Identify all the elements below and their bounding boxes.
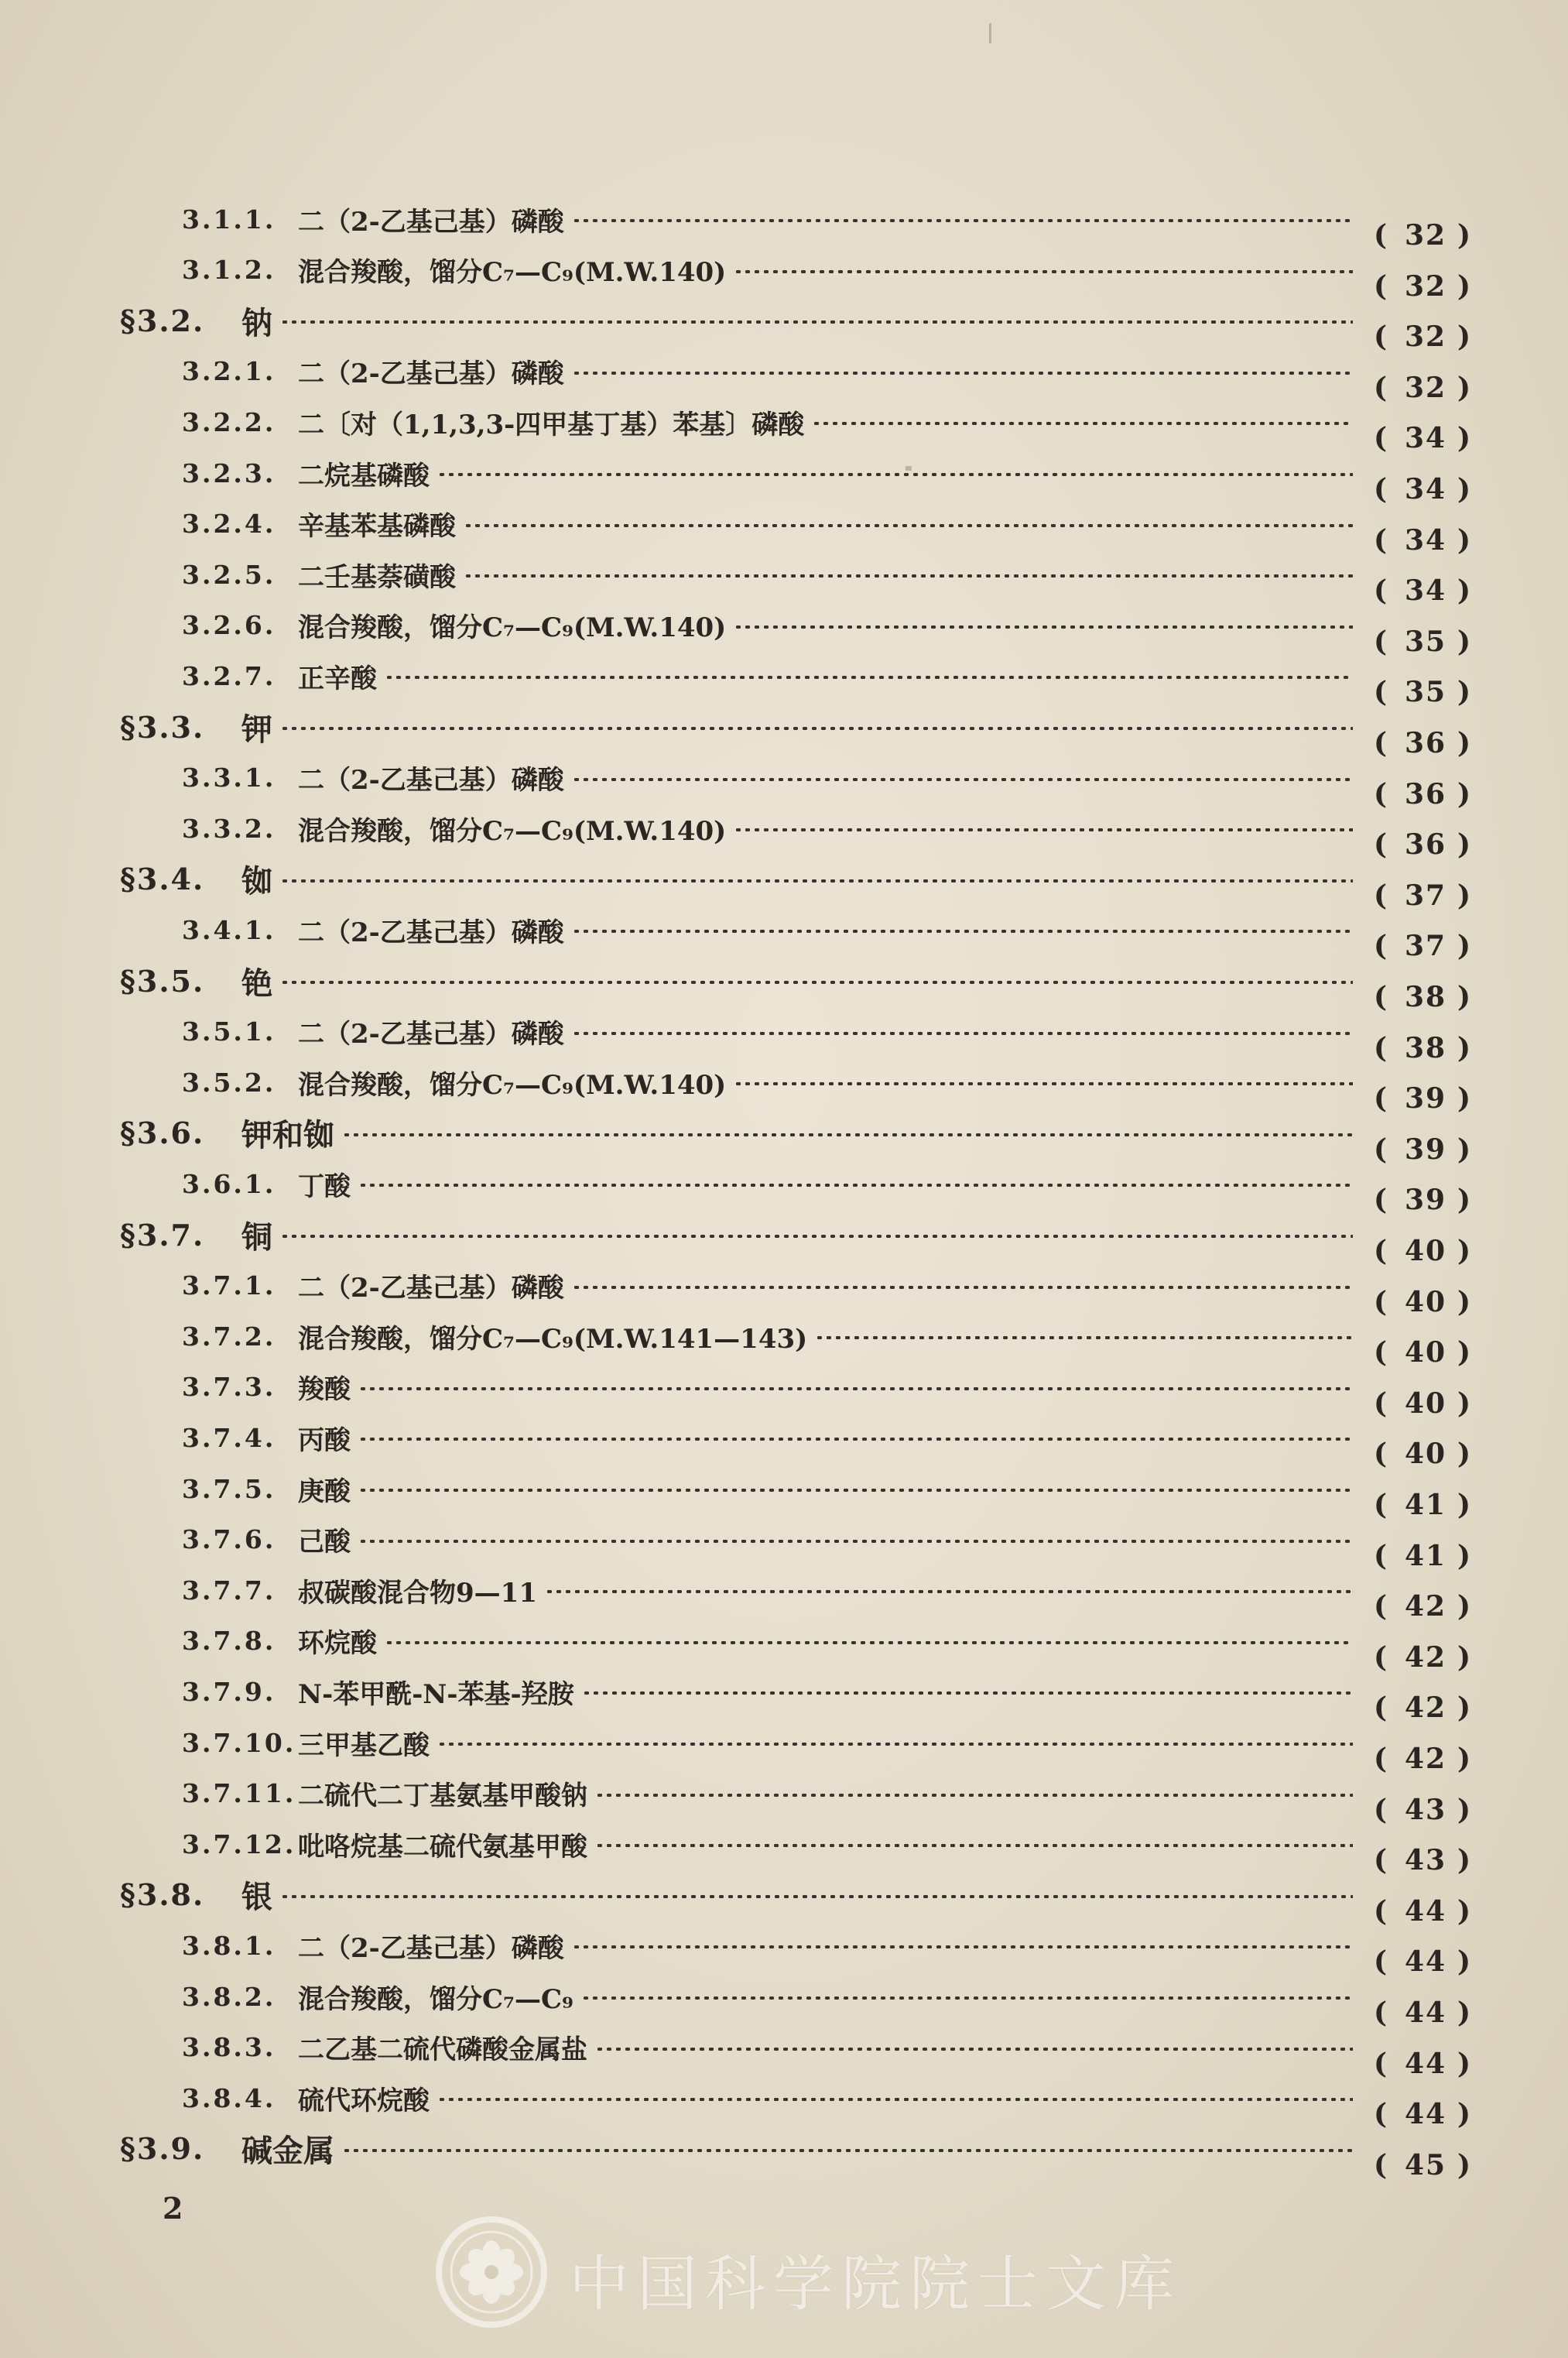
- entry-number: 3.8.4.: [182, 2082, 276, 2113]
- close-paren: ): [1457, 1031, 1473, 1064]
- open-paren: (: [1374, 1640, 1389, 1674]
- dot-leader: [280, 727, 1353, 730]
- entry-page-number: 44: [1405, 2047, 1447, 2080]
- entry-title: 庚酸: [298, 1475, 351, 1507]
- entry-title: 混合羧酸，馏分C₇—C₉: [298, 1983, 573, 2015]
- toc-subsection-row: [0, 1818, 1568, 1877]
- dot-leader: [385, 1641, 1353, 1644]
- toc-subsection-row: [0, 245, 1568, 303]
- open-paren: (: [1374, 1082, 1389, 1116]
- entry-page-number: 32: [1405, 269, 1447, 303]
- dot-leader: [595, 2048, 1353, 2051]
- entry-title: 二〔对（1,1,3,3-四甲基丁基）苯基〕磷酸: [298, 409, 805, 440]
- entry-number: 3.2.6.: [182, 610, 276, 641]
- entry-title: 碱金属: [241, 2133, 334, 2170]
- entry-page-number: 40: [1405, 1386, 1447, 1420]
- open-paren: (: [1374, 1996, 1389, 2029]
- open-paren: (: [1374, 1133, 1389, 1166]
- toc-subsection-row: [0, 1362, 1568, 1420]
- entry-page-number: 44: [1405, 1894, 1447, 1928]
- dot-leader: [342, 1133, 1353, 1136]
- toc-subsection-row: [0, 1717, 1568, 1775]
- entry-title: 铯: [241, 965, 272, 1002]
- open-paren: (: [1374, 930, 1389, 963]
- toc-section-row: [0, 854, 1568, 912]
- toc-section-row: [0, 1108, 1568, 1166]
- entry-page-number: 40: [1405, 1336, 1447, 1369]
- close-paren: ): [1457, 523, 1473, 557]
- entry-page-number: 42: [1405, 1640, 1447, 1674]
- entry-page-number: 32: [1405, 371, 1447, 404]
- close-paren: ): [1457, 1844, 1473, 1877]
- entry-page-number: 36: [1405, 828, 1447, 862]
- entry-page-number: 44: [1405, 1996, 1447, 2029]
- close-paren: ): [1457, 1743, 1473, 1775]
- close-paren: ): [1457, 1691, 1473, 1725]
- entry-number: 3.5.1.: [182, 1016, 276, 1047]
- entry-number: §3.9.: [120, 2131, 205, 2167]
- entry-title: 辛基苯基磷酸: [298, 511, 456, 543]
- dot-leader: [572, 219, 1353, 222]
- close-paren: ): [1457, 269, 1473, 303]
- entry-number: §3.8.: [120, 1877, 205, 1913]
- entry-number: 3.3.1.: [182, 763, 276, 793]
- entry-page-number: 34: [1405, 574, 1447, 608]
- entry-title: 己酸: [298, 1527, 351, 1558]
- entry-number: 3.7.10.: [182, 1727, 296, 1758]
- entry-page-number: 41: [1405, 1489, 1447, 1521]
- close-paren: ): [1457, 1640, 1473, 1674]
- scan-speck: [989, 23, 991, 43]
- entry-page-number: 38: [1405, 1031, 1447, 1064]
- entry-number: 3.1.2.: [182, 255, 276, 286]
- open-paren: (: [1374, 2098, 1389, 2131]
- entry-title: 正辛酸: [298, 663, 377, 694]
- entry-title: 丙酸: [298, 1424, 351, 1456]
- toc-subsection-row: [0, 752, 1568, 811]
- entry-title: 环烷酸: [298, 1628, 377, 1660]
- entry-title: 羧酸: [298, 1374, 351, 1406]
- close-paren: ): [1457, 930, 1473, 963]
- scan-speck: [906, 466, 912, 471]
- close-paren: ): [1457, 1996, 1473, 2029]
- entry-number: 3.6.1.: [182, 1168, 276, 1199]
- toc-subsection-row: [0, 1006, 1568, 1064]
- entry-page-number: 44: [1405, 2098, 1447, 2131]
- entry-page-number: 42: [1405, 1691, 1447, 1725]
- entry-title: 二烷基磷酸: [298, 460, 430, 492]
- close-paren: ): [1457, 1235, 1473, 1267]
- open-paren: (: [1374, 1894, 1389, 1928]
- open-paren: (: [1374, 1336, 1389, 1369]
- close-paren: ): [1457, 1793, 1473, 1826]
- toc-subsection-row: [0, 1514, 1568, 1572]
- entry-page-number: 39: [1405, 1133, 1447, 1166]
- dot-leader: [280, 320, 1353, 324]
- entry-page-number: 32: [1405, 219, 1447, 252]
- open-paren: (: [1374, 269, 1389, 303]
- toc-subsection-row: [0, 1666, 1568, 1725]
- dot-leader: [572, 778, 1353, 781]
- entry-title: 铷: [241, 863, 272, 900]
- entry-number: 3.2.3.: [182, 458, 276, 488]
- entry-number: 3.5.2.: [182, 1067, 276, 1098]
- entry-page-number: 35: [1405, 625, 1447, 658]
- entry-page-number: 45: [1405, 2148, 1447, 2181]
- close-paren: ): [1457, 1945, 1473, 1979]
- open-paren: (: [1374, 1235, 1389, 1267]
- entry-title: 钠: [241, 304, 272, 341]
- entry-number: 3.7.6.: [182, 1524, 276, 1555]
- dot-leader: [572, 1945, 1353, 1948]
- dot-leader: [734, 270, 1353, 273]
- close-paren: ): [1457, 1184, 1473, 1217]
- entry-title: 二（2-乙基己基）磷酸: [298, 917, 564, 948]
- dot-leader: [581, 1996, 1353, 2000]
- entry-number: 3.8.1.: [182, 1930, 276, 1961]
- entry-page-number: 40: [1405, 1438, 1447, 1471]
- open-paren: (: [1374, 1285, 1389, 1318]
- dot-leader: [385, 676, 1353, 679]
- open-paren: (: [1374, 320, 1389, 354]
- open-paren: (: [1374, 422, 1389, 455]
- close-paren: ): [1457, 1082, 1473, 1116]
- close-paren: ): [1457, 1539, 1473, 1572]
- entry-title: 二硫代二丁基氨基甲酸钠: [298, 1780, 587, 1812]
- toc-subsection-row: [0, 549, 1568, 608]
- open-paren: (: [1374, 2047, 1389, 2080]
- toc-section-row: [0, 295, 1568, 354]
- toc-subsection-row: [0, 1057, 1568, 1116]
- entry-number: 3.2.4.: [182, 509, 276, 540]
- close-paren: ): [1457, 625, 1473, 658]
- entry-number: 3.7.9.: [182, 1676, 276, 1707]
- entry-number: 3.8.3.: [182, 2032, 276, 2063]
- open-paren: (: [1374, 2148, 1389, 2181]
- dot-leader: [595, 1844, 1353, 1847]
- entry-title: 二（2-乙基己基）磷酸: [298, 1932, 564, 1964]
- toc-subsection-row: [0, 2022, 1568, 2080]
- academy-seal-icon: [433, 2214, 549, 2330]
- entry-page-number: 39: [1405, 1082, 1447, 1116]
- dot-leader: [437, 473, 1353, 476]
- toc-subsection-row: [0, 803, 1568, 862]
- close-paren: ): [1457, 1133, 1473, 1166]
- entry-number: 3.7.4.: [182, 1422, 276, 1453]
- entry-page-number: 43: [1405, 1793, 1447, 1826]
- entry-page-number: 38: [1405, 981, 1447, 1013]
- dot-leader: [437, 2098, 1353, 2101]
- entry-title: 混合羧酸，馏分C₇—C₉(M.W.141—143): [298, 1323, 808, 1355]
- entry-title: 混合羧酸，馏分C₇—C₉(M.W.140): [298, 815, 727, 847]
- entry-number: 3.7.1.: [182, 1270, 276, 1301]
- entry-title: 硫代环烷酸: [298, 2085, 430, 2116]
- dot-leader: [358, 1184, 1353, 1187]
- dot-leader: [280, 1895, 1353, 1898]
- entry-page-number: 32: [1405, 320, 1447, 354]
- toc-section-row: [0, 955, 1568, 1013]
- toc-subsection-row: [0, 1565, 1568, 1623]
- dot-leader: [545, 1590, 1353, 1593]
- entry-title: 铜: [241, 1218, 272, 1256]
- toc-subsection-row: [0, 1158, 1568, 1217]
- close-paren: ): [1457, 371, 1473, 404]
- open-paren: (: [1374, 676, 1389, 709]
- toc-subsection-row: [0, 1768, 1568, 1826]
- entry-title: 银: [241, 1879, 272, 1916]
- toc-subsection-row: [0, 1920, 1568, 1979]
- dot-leader: [815, 1336, 1353, 1339]
- close-paren: ): [1457, 574, 1473, 608]
- entry-title: 混合羧酸，馏分C₇—C₉(M.W.140): [298, 1069, 727, 1101]
- entry-page-number: 42: [1405, 1743, 1447, 1775]
- entry-number: 3.7.12.: [182, 1828, 296, 1859]
- entry-title: 三甲基乙酸: [298, 1729, 430, 1761]
- entry-number: 3.7.5.: [182, 1473, 276, 1504]
- open-paren: (: [1374, 1184, 1389, 1217]
- open-paren: (: [1374, 879, 1389, 912]
- close-paren: ): [1457, 1336, 1473, 1369]
- entry-number: 3.8.2.: [182, 1981, 276, 2012]
- toc-subsection-row: [0, 1616, 1568, 1674]
- entry-page-number: 44: [1405, 1945, 1447, 1979]
- entry-title: 二（2-乙基己基）磷酸: [298, 1019, 564, 1050]
- dot-leader: [734, 828, 1353, 831]
- entry-number: §3.5.: [120, 963, 205, 999]
- toc-subsection-row: [0, 499, 1568, 557]
- dot-leader: [358, 1387, 1353, 1390]
- entry-number: §3.2.: [120, 303, 205, 338]
- watermark-text: 中国科学院院士文库: [569, 2250, 1183, 2319]
- entry-number: §3.7.: [120, 1217, 205, 1253]
- open-paren: (: [1374, 1743, 1389, 1775]
- entry-title: 吡咯烷基二硫代氨基甲酸: [298, 1831, 587, 1863]
- close-paren: ): [1457, 320, 1473, 354]
- entry-number: 3.2.5.: [182, 559, 276, 590]
- open-paren: (: [1374, 523, 1389, 557]
- open-paren: (: [1374, 1691, 1389, 1725]
- entry-title: 混合羧酸，馏分C₇—C₉(M.W.140): [298, 257, 727, 289]
- close-paren: ): [1457, 2047, 1473, 2080]
- entry-number: 3.4.1.: [182, 914, 276, 945]
- entry-page-number: 36: [1405, 727, 1447, 759]
- toc-subsection-row: [0, 1971, 1568, 2029]
- toc-subsection-row: [0, 1463, 1568, 1521]
- open-paren: (: [1374, 1031, 1389, 1064]
- toc-subsection-row: [0, 2072, 1568, 2131]
- close-paren: ): [1457, 879, 1473, 912]
- open-paren: (: [1374, 727, 1389, 759]
- close-paren: ): [1457, 1438, 1473, 1471]
- entry-number: 3.1.1.: [182, 204, 276, 235]
- entry-page-number: 36: [1405, 777, 1447, 811]
- close-paren: ): [1457, 1285, 1473, 1318]
- page-number: 2: [163, 2191, 183, 2226]
- entry-page-number: 43: [1405, 1844, 1447, 1877]
- open-paren: (: [1374, 1590, 1389, 1623]
- close-paren: ): [1457, 1489, 1473, 1521]
- dot-leader: [280, 981, 1353, 984]
- open-paren: (: [1374, 1386, 1389, 1420]
- open-paren: (: [1374, 371, 1389, 404]
- dot-leader: [582, 1691, 1353, 1695]
- close-paren: ): [1457, 219, 1473, 252]
- close-paren: ): [1457, 422, 1473, 455]
- dot-leader: [342, 2149, 1353, 2152]
- entry-title: 二（2-乙基己基）磷酸: [298, 206, 564, 238]
- open-paren: (: [1374, 777, 1389, 811]
- toc-subsection-row: [0, 600, 1568, 658]
- entry-title: 叔碳酸混合物9—11: [298, 1577, 537, 1609]
- open-paren: (: [1374, 828, 1389, 862]
- entry-number: 3.2.1.: [182, 356, 276, 387]
- entry-number: §3.4.: [120, 862, 205, 897]
- dot-leader: [572, 372, 1353, 375]
- entry-number: §3.6.: [120, 1116, 205, 1151]
- dot-leader: [572, 1032, 1353, 1035]
- entry-page-number: 34: [1405, 473, 1447, 506]
- toc-section-row: [0, 1870, 1568, 1928]
- toc-section-row: [0, 1209, 1568, 1267]
- open-paren: (: [1374, 1489, 1389, 1521]
- entry-page-number: 37: [1405, 879, 1447, 912]
- entry-title: N-苯甲酰-N-苯基-羟胺: [298, 1678, 574, 1710]
- entry-page-number: 37: [1405, 930, 1447, 963]
- dot-leader: [595, 1794, 1353, 1797]
- toc-section-row: [0, 2123, 1568, 2181]
- entry-page-number: 34: [1405, 422, 1447, 455]
- close-paren: ): [1457, 981, 1473, 1013]
- entry-page-number: 42: [1405, 1590, 1447, 1623]
- toc-subsection-row: [0, 346, 1568, 404]
- open-paren: (: [1374, 1438, 1389, 1471]
- close-paren: ): [1457, 2148, 1473, 2181]
- close-paren: ): [1457, 727, 1473, 759]
- entry-page-number: 40: [1405, 1285, 1447, 1318]
- open-paren: (: [1374, 1844, 1389, 1877]
- entry-title: 二（2-乙基己基）磷酸: [298, 765, 564, 797]
- toc-subsection-row: [0, 1311, 1568, 1369]
- toc-subsection-row: [0, 396, 1568, 455]
- dot-leader: [280, 879, 1353, 883]
- entry-number: §3.3.: [120, 709, 205, 745]
- entry-number: 3.7.11.: [182, 1778, 296, 1809]
- dot-leader: [358, 1540, 1353, 1543]
- entry-title: 丁酸: [298, 1170, 351, 1202]
- entry-title: 混合羧酸，馏分C₇—C₉(M.W.140): [298, 612, 727, 644]
- close-paren: ): [1457, 2098, 1473, 2131]
- dot-leader: [437, 1743, 1353, 1746]
- close-paren: ): [1457, 828, 1473, 862]
- toc-subsection-row: [0, 1260, 1568, 1318]
- open-paren: (: [1374, 981, 1389, 1013]
- entry-number: 3.2.2.: [182, 406, 276, 437]
- entry-number: 3.7.8.: [182, 1626, 276, 1657]
- entry-page-number: 41: [1405, 1539, 1447, 1572]
- toc-subsection-row: [0, 194, 1568, 252]
- entry-number: 3.7.3.: [182, 1372, 276, 1403]
- dot-leader: [734, 1082, 1353, 1085]
- entry-title: 二壬基萘磺酸: [298, 561, 456, 593]
- open-paren: (: [1374, 219, 1389, 252]
- entry-number: 3.2.7.: [182, 660, 276, 691]
- open-paren: (: [1374, 1539, 1389, 1572]
- entry-number: 3.7.7.: [182, 1575, 276, 1606]
- open-paren: (: [1374, 473, 1389, 506]
- close-paren: ): [1457, 777, 1473, 811]
- entry-number: 3.7.2.: [182, 1321, 276, 1352]
- dot-leader: [572, 1286, 1353, 1289]
- toc-subsection-row: [0, 1412, 1568, 1471]
- entry-title: 二（2-乙基己基）磷酸: [298, 1273, 564, 1304]
- entry-title: 二（2-乙基己基）磷酸: [298, 358, 564, 390]
- entry-page-number: 35: [1405, 676, 1447, 709]
- watermark: [433, 2214, 1183, 2330]
- toc-section-row: [0, 701, 1568, 759]
- entry-page-number: 39: [1405, 1184, 1447, 1217]
- dot-leader: [358, 1438, 1353, 1441]
- open-paren: (: [1374, 574, 1389, 608]
- open-paren: (: [1374, 625, 1389, 658]
- dot-leader: [734, 625, 1353, 629]
- close-paren: ): [1457, 1386, 1473, 1420]
- entry-title: 钾: [241, 711, 272, 748]
- dot-leader: [358, 1489, 1353, 1492]
- open-paren: (: [1374, 1945, 1389, 1979]
- entry-title: 钾和铷: [241, 1117, 334, 1154]
- close-paren: ): [1457, 1894, 1473, 1928]
- entry-number: 3.3.2.: [182, 813, 276, 844]
- toc-subsection-row: [0, 447, 1568, 506]
- entry-title: 二乙基二硫代磷酸金属盐: [298, 2034, 587, 2066]
- open-paren: (: [1374, 1793, 1389, 1826]
- entry-page-number: 40: [1405, 1235, 1447, 1267]
- dot-leader: [572, 930, 1353, 933]
- dot-leader: [280, 1235, 1353, 1238]
- entry-page-number: 34: [1405, 523, 1447, 557]
- close-paren: ): [1457, 1590, 1473, 1623]
- toc-subsection-row: [0, 904, 1568, 963]
- close-paren: ): [1457, 676, 1473, 709]
- dot-leader: [464, 574, 1353, 578]
- close-paren: ): [1457, 473, 1473, 506]
- dot-leader: [812, 422, 1353, 425]
- toc-subsection-row: [0, 650, 1568, 709]
- dot-leader: [464, 524, 1353, 527]
